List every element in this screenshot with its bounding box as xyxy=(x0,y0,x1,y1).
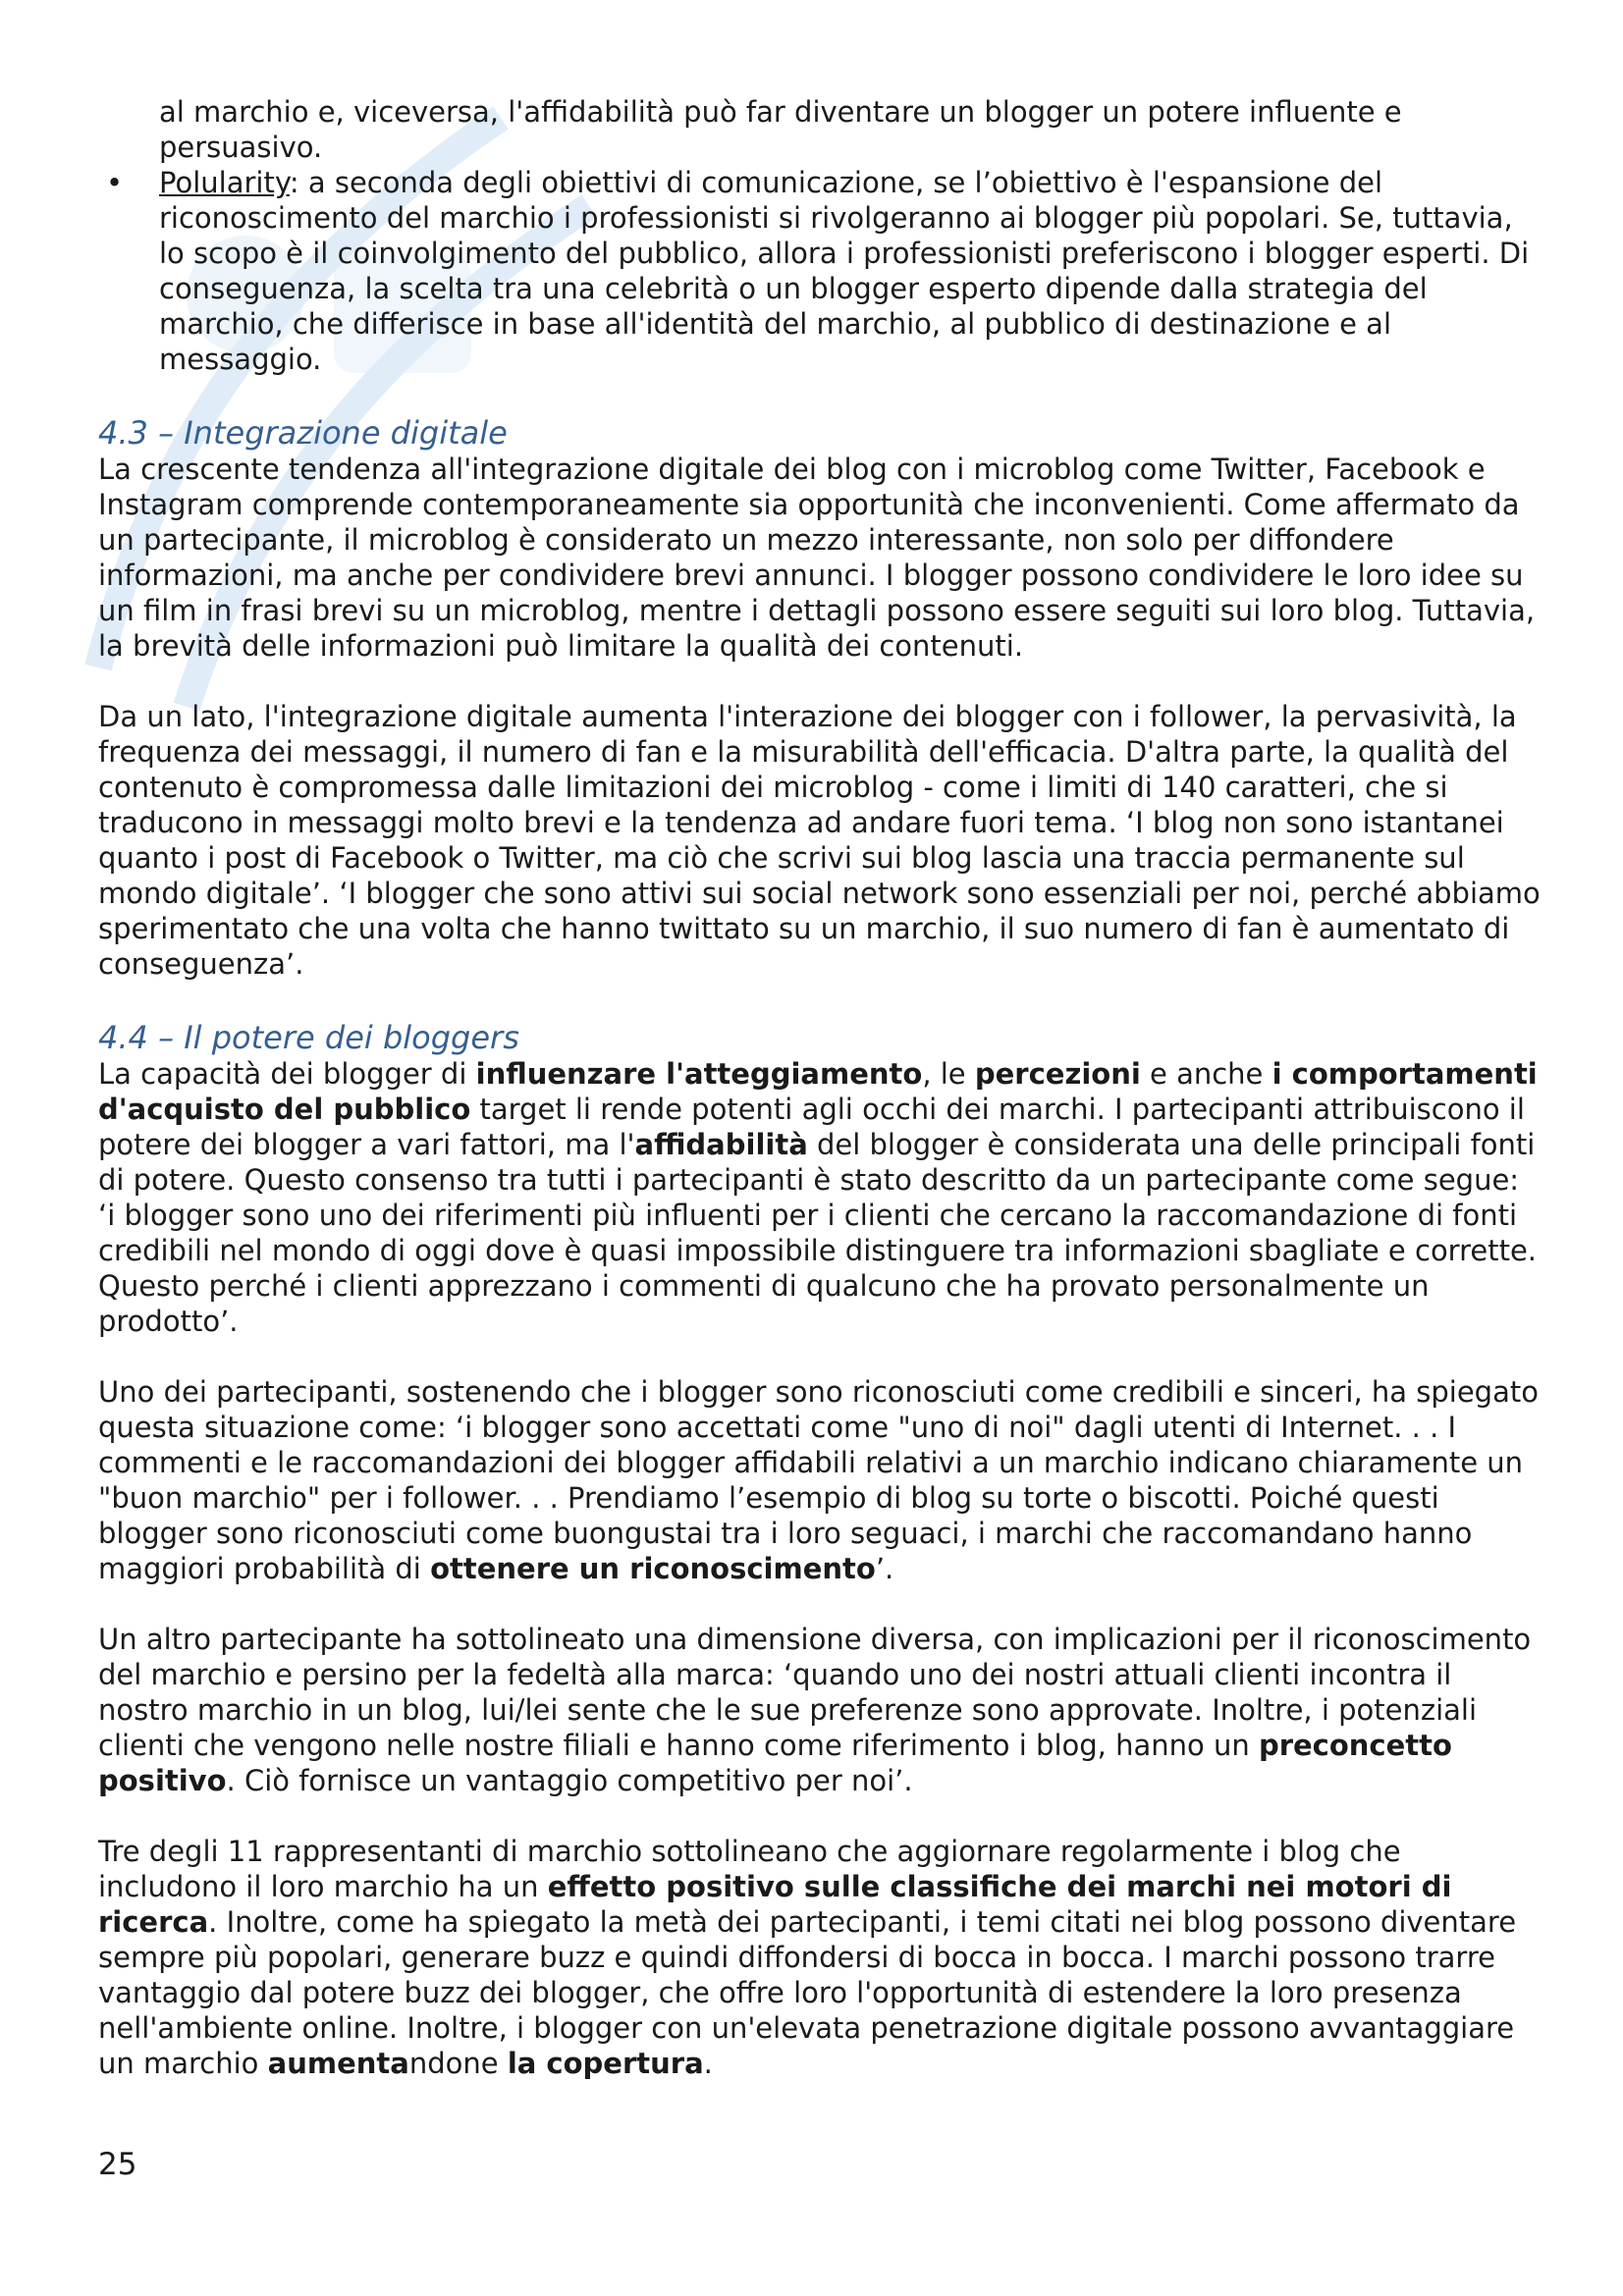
bold-text: influenzare l'atteggiamento xyxy=(475,1057,923,1091)
text-run: ’. xyxy=(875,1552,894,1585)
text-run: , le xyxy=(922,1057,975,1091)
bullet-icon: • xyxy=(106,166,124,199)
section-title-4-4: 4.4 – Il potere dei bloggers xyxy=(98,1019,519,1056)
text-run: Un altro partecipante ha sottolineato una dimensione diversa, con implicazioni per il riconoscimento del marchio e persino per la fedeltà alla marca: ‘quando uno dei nostri attuali clienti incontra il nostro marchio in un blog, lui/lei sente che le sue preferenze sono approvate. Inoltre, i potenziali clienti che vengono nelle nostre filiali e hanno come riferimento i blog, hanno un xyxy=(98,1623,1532,1762)
page-number: 25 xyxy=(98,2147,137,2182)
text-run: Uno dei partecipanti, sostenendo che i blogger sono riconosciuti come credibili e sinceri, ha spiegato questa situazione come: ‘i blogger sono accettati come "uno di noi" dagli utenti di Internet. . . I commenti e le raccomandazioni dei blogger affidabili relativi a un marchio indicano chiaramente un "buon marchio" per i follower. . . Prendiamo l’esempio di blog su torte o biscotti. Poiché questi blogger sono riconosciuti come buongustai tra i loro seguaci, i marchi che raccomandano hanno maggiori probabilità di xyxy=(98,1375,1539,1585)
bold-text: aumenta xyxy=(267,2047,409,2080)
paragraph: La crescente tendenza all'integrazione digitale dei blog con i microblog come Twitter, Facebook e Instagram comprende contemporaneamente sia opportunità che inconvenienti. Come affermato da un partecipante, il microblog è considerato un mezzo interessante, non solo per diffondere informazioni, ma anche per condividere brevi annunci. I blogger possono condividere le loro idee su un film in frasi brevi su un microblog, mentre i dettagli possono essere seguiti sui loro blog. Tuttavia, la brevità delle informazioni può limitare la qualità dei contenuti. xyxy=(98,453,1536,663)
list-item-popularity xyxy=(106,165,1542,377)
bold-text: percezioni xyxy=(974,1057,1141,1091)
paragraph xyxy=(98,1622,1542,1798)
text-run: La capacità dei blogger di xyxy=(98,1057,476,1091)
text-run: e anche xyxy=(1140,1057,1272,1091)
bold-text: i comportamenti d'acquisto del pubblico xyxy=(98,1057,1538,1126)
text-run: del blogger è considerata una delle principali fonti di potere. Questo consenso tra tutti i partecipanti è stato descritto da un partecipante come segue: ‘i blogger sono uno dei riferimenti più influenti per i clienti che cercano la raccomandazione di fonti credibili nel mondo di oggi dove è quasi impossibile distinguere tra informazioni sbagliate e corrette. Questo perché i clienti apprezzano i commenti di qualcuno che ha provato personalmente un prodotto’. xyxy=(98,1128,1538,1338)
bold-text: effetto positivo sulle classifiche dei marchi nei motori di ricerca xyxy=(98,1870,1452,1939)
bold-text: preconcetto positivo xyxy=(98,1729,1452,1797)
text-run: . xyxy=(703,2047,713,2080)
document-page xyxy=(98,94,1542,2081)
paragraph xyxy=(98,1374,1542,1586)
paragraph-continuation: al marchio e, viceversa, l'affidabilità può far diventare un blogger un potere influente e persuasivo. xyxy=(159,95,1402,164)
bold-text: ottenere un riconoscimento xyxy=(430,1552,876,1585)
text-run: . Ciò fornisce un vantaggio competitivo per noi’. xyxy=(226,1764,913,1797)
text-run: Tre degli 11 rappresentanti di marchio sottolineano che aggiornare regolarmente i blog che includono il loro marchio ha un xyxy=(98,1835,1401,1903)
bullet-term: Polularity xyxy=(159,166,290,199)
text-run: ndone xyxy=(408,2047,508,2080)
bold-text: affidabilità xyxy=(634,1128,808,1161)
text-run: . Inoltre, come ha spiegato la metà dei partecipanti, i temi citati nei blog possono diventare sempre più popolari, generare buzz e quindi diffondersi di bocca in bocca. I marchi possono trarre vantaggio dal potere buzz dei blogger, che offre loro l'opportunità di estendere la loro presenza nell'ambiente online. Inoltre, i blogger con un'elevata penetrazione digitale possono avvantaggiare un marchio xyxy=(98,1905,1517,2080)
bullet-text: : a seconda degli obiettivi di comunicazione, se l’obiettivo è l'espansione del riconoscimento del marchio i professionisti si rivolgeranno ai blogger più popolari. Se, tuttavia, lo scopo è il coinvolgimento del pubblico, allora i professionisti preferiscono i blogger esperti. Di conseguenza, la scelta tra una celebrità o un blogger esperto dipende dalla strategia del marchio, che differisce in base all'identità del marchio, al pubblico di destinazione e al messaggio. xyxy=(159,166,1530,376)
paragraph: Da un lato, l'integrazione digitale aumenta l'interazione dei blogger con i follower, la pervasività, la frequenza dei messaggi, il numero di fan e la misurabilità dell'efficacia. D'altra parte, la qualità del contenuto è compromessa dalle limitazioni dei microblog - come i limiti di 140 caratteri, che si traducono in messaggi molto brevi e la tendenza ad andare fuori tema. ‘I blog non sono istantanei quanto i post di Facebook o Twitter, ma ciò che scrivi sui blog lascia una traccia permanente sul mondo digitale’. ‘I blogger che sono attivi sui social network sono essenziali per noi, perché abbiamo sperimentato che una volta che hanno twittato su un marchio, il suo numero di fan è aumentato di conseguenza’. xyxy=(98,700,1541,981)
section-title-4-3: 4.3 – Integrazione digitale xyxy=(98,414,508,452)
paragraph xyxy=(98,1834,1542,2081)
paragraph xyxy=(98,1056,1542,1339)
bold-text: la copertura xyxy=(507,2047,704,2080)
text-run: target li rende potenti agli occhi dei marchi. I partecipanti attribuiscono il potere dei blogger a vari fattori, ma l' xyxy=(98,1093,1525,1161)
